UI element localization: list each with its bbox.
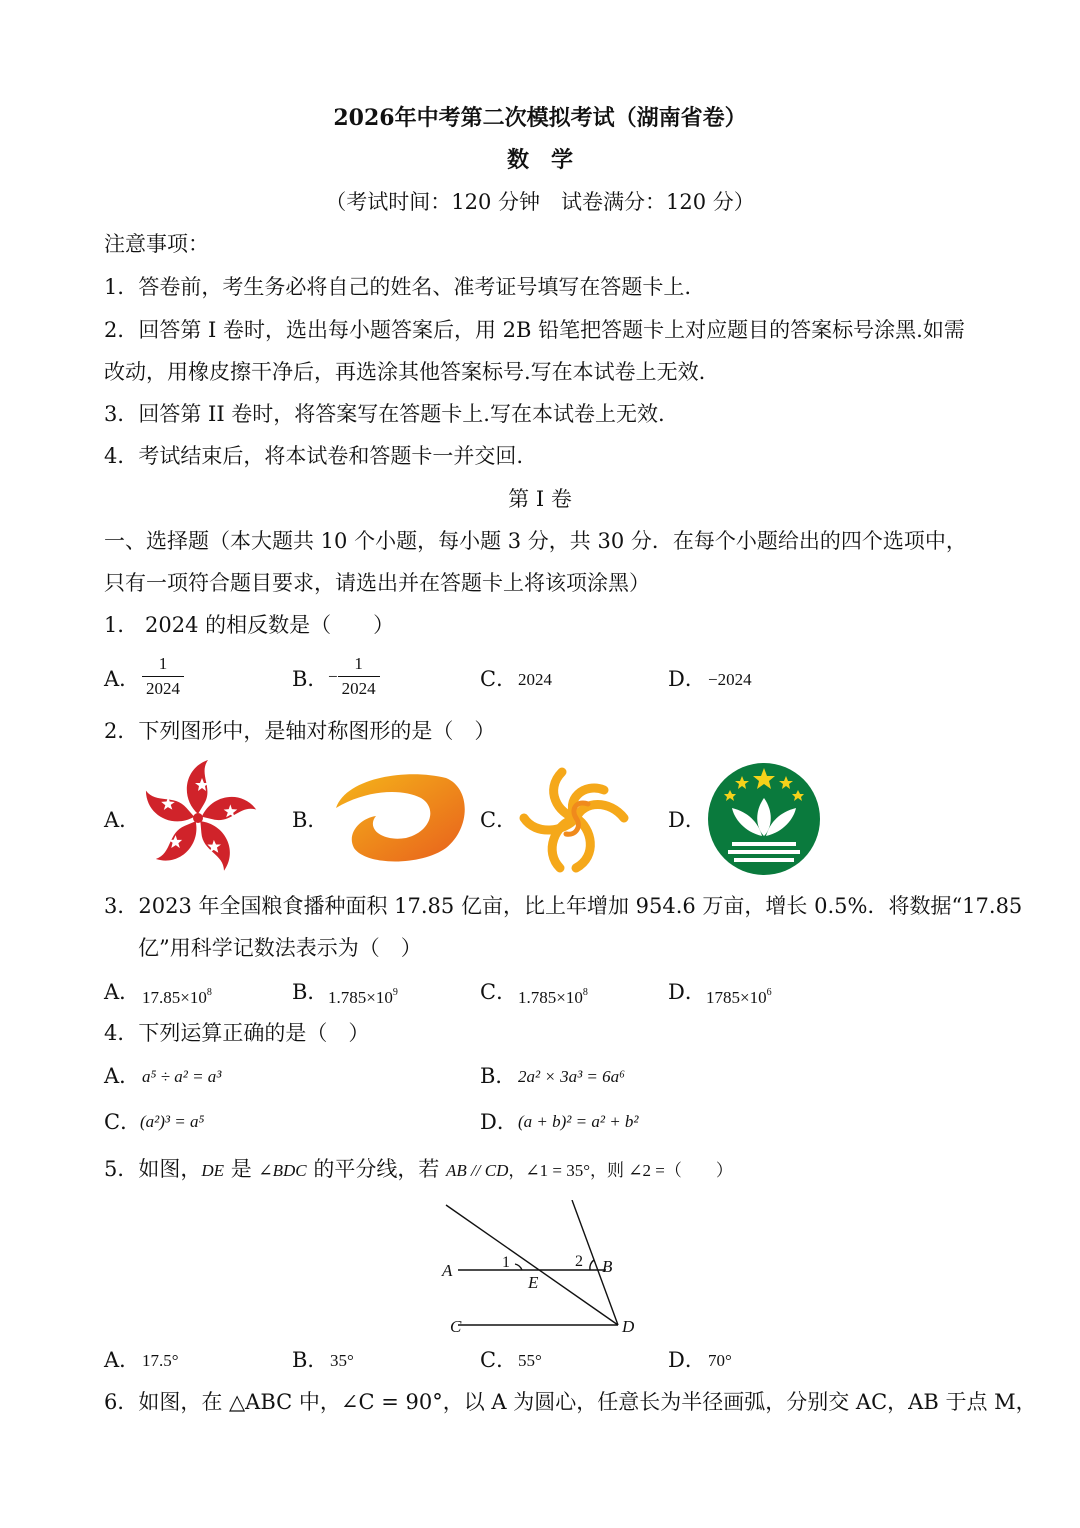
label-angle-1: 1 [502, 1254, 510, 1271]
question-3-stem: 3．2023 年全国粮食播种面积 17.85 亿亩，比上年增加 954.6 万亩，增长 0.5%．将数据“17.85 [104, 894, 1023, 918]
notice-item: 改动，用橡皮擦干净后，再选涂其他答案标号.写在本试卷上无效. [104, 360, 706, 384]
question-3-stem-cont: 亿”用科学记数法表示为（ ） [138, 936, 422, 960]
q3-option-c-exp: 8 [582, 987, 588, 998]
q5-option-d-label: D． [668, 1348, 706, 1372]
q3-option-c-label: C． [480, 980, 518, 1004]
notice-item: 3．回答第 II 卷时，将答案写在答题卡上.写在本试卷上无效. [104, 402, 665, 426]
exam-info: （考试时间：120 分钟 试卷满分：120 分） [325, 190, 755, 214]
label-e: E [528, 1273, 539, 1292]
q3-option-a-label: A． [104, 980, 141, 1004]
q4-option-d-label: D． [480, 1110, 518, 1134]
fraction-numerator: 1 [142, 652, 184, 677]
bauhinia-flower-icon [138, 760, 258, 876]
q5-option-a: 17.5° [142, 1351, 179, 1370]
q5-option-b: 35° [330, 1351, 354, 1370]
q4-option-a: a⁵ ÷ a² = a³ [142, 1067, 222, 1086]
q4-option-d: (a + b)² = a² + b² [518, 1112, 639, 1131]
volume-title: 第 I 卷 [508, 487, 572, 511]
q1-option-d: −2024 [708, 670, 752, 689]
q5-option-a-label: A． [104, 1348, 141, 1372]
fraction-denominator: 2024 [146, 679, 180, 698]
notice-item: 1．答卷前，考生务必将自己的姓名、准考证号填写在答题卡上. [104, 275, 692, 299]
fraction-denominator: 2024 [341, 679, 376, 698]
question-5-stem [104, 1155, 733, 1185]
q5-option-d: 70° [708, 1351, 732, 1370]
q2-option-d-label: D． [668, 808, 706, 832]
q1-option-c: 2024 [518, 670, 552, 689]
q1-option-b [328, 652, 380, 701]
q2-option-c-label: C． [480, 808, 518, 832]
subject-title: 数 学 [506, 147, 573, 173]
q3-option-c-base: 1.785×10 [518, 988, 583, 1007]
line-de [446, 1205, 618, 1325]
q1-option-c-label: C． [480, 667, 518, 691]
q3-option-d-base: 1785×10 [706, 988, 767, 1007]
q5-option-b-label: B． [292, 1348, 329, 1372]
q5-stem-text: 的平分线，若 [306, 1157, 447, 1181]
section-instructions: 一、选择题（本大题共 10 个小题，每小题 3 分，共 30 分．在每个小题给出的四个选项中， [104, 529, 967, 553]
label-angle-2: 2 [575, 1253, 583, 1270]
macau-lotus-emblem-icon [704, 762, 824, 876]
angle-2-arc [590, 1260, 594, 1270]
q5-parallel: AB // CD [446, 1161, 509, 1180]
q1-option-a [142, 652, 184, 701]
notice-item: 4．考试结束后，将本试卷和答题卡一并交回. [104, 444, 524, 468]
question-4-stem: 4．下列运算正确的是（ ） [104, 1021, 370, 1045]
q3-option-d [706, 979, 772, 1012]
question-6-stem: 6．如图，在 △ABC 中，∠C = 90°，以 A 为圆心，任意长为半径画弧，分别交 AC，AB 于点 M， [104, 1390, 1037, 1414]
q3-option-b [328, 979, 398, 1012]
q4-option-c: (a²)³ = a⁵ [140, 1112, 205, 1131]
q5-stem-end: ，∠1 = 35°，则 ∠2 =（ ） [508, 1161, 733, 1180]
q3-option-d-exp: 6 [766, 987, 772, 998]
q2-option-b-label: B． [292, 808, 329, 832]
question-1-stem: 1． 2024 的相反数是（ ） [104, 613, 395, 637]
section-instructions: 只有一项符合题目要求，请选出并在答题卡上将该项涂黑） [104, 571, 650, 595]
phoenix-swirl-logo-icon [514, 760, 638, 878]
q1-option-d-label: D． [668, 667, 706, 691]
orange-ring-logo-icon [326, 768, 470, 868]
notice-heading: 注意事项： [104, 232, 209, 256]
label-d: D [622, 1317, 635, 1336]
q3-option-c [518, 979, 588, 1012]
q5-stem-pre: 5．如图， [104, 1157, 202, 1181]
q5-angle-bdc: ∠BDC [258, 1161, 307, 1180]
q5-option-c-label: C． [480, 1348, 518, 1372]
q4-option-b: 2a² × 3a³ = 6a⁶ [518, 1067, 626, 1086]
q2-option-a-label: A． [104, 808, 141, 832]
q5-option-c: 55° [518, 1351, 542, 1370]
angle-1-arc [515, 1264, 522, 1270]
q3-option-a-exp: 8 [206, 987, 212, 998]
q5-stem-text: 是 [224, 1157, 259, 1181]
q3-option-b-exp: 9 [392, 987, 398, 998]
question-2-stem: 2．下列图形中，是轴对称图形的是（ ） [104, 719, 496, 743]
q1-option-a-label: A． [104, 667, 141, 691]
fraction-numerator: 1 [338, 652, 380, 677]
q5-segment-de: DE [201, 1161, 225, 1180]
minus-sign: − [328, 667, 338, 686]
label-b: B [602, 1257, 613, 1276]
q3-option-d-label: D． [668, 980, 706, 1004]
label-a: A [442, 1261, 453, 1280]
q3-option-a [142, 979, 212, 1012]
q5-geometry-figure [436, 1200, 646, 1340]
q4-option-a-label: A． [104, 1064, 141, 1088]
q3-option-b-label: B． [292, 980, 329, 1004]
notice-item: 2．回答第 I 卷时，选出每小题答案后，用 2B 铅笔把答题卡上对应题目的答案标号涂黑.如需 [104, 318, 965, 342]
label-c: C [450, 1317, 462, 1336]
exam-title: 2026年中考第二次模拟考试（湖南省卷） [333, 105, 747, 131]
q4-option-c-label: C． [104, 1110, 142, 1134]
q1-option-b-label: B． [292, 667, 329, 691]
q3-option-a-base: 17.85×10 [142, 988, 207, 1007]
q4-option-b-label: B． [480, 1064, 517, 1088]
q3-option-b-base: 1.785×10 [328, 988, 393, 1007]
